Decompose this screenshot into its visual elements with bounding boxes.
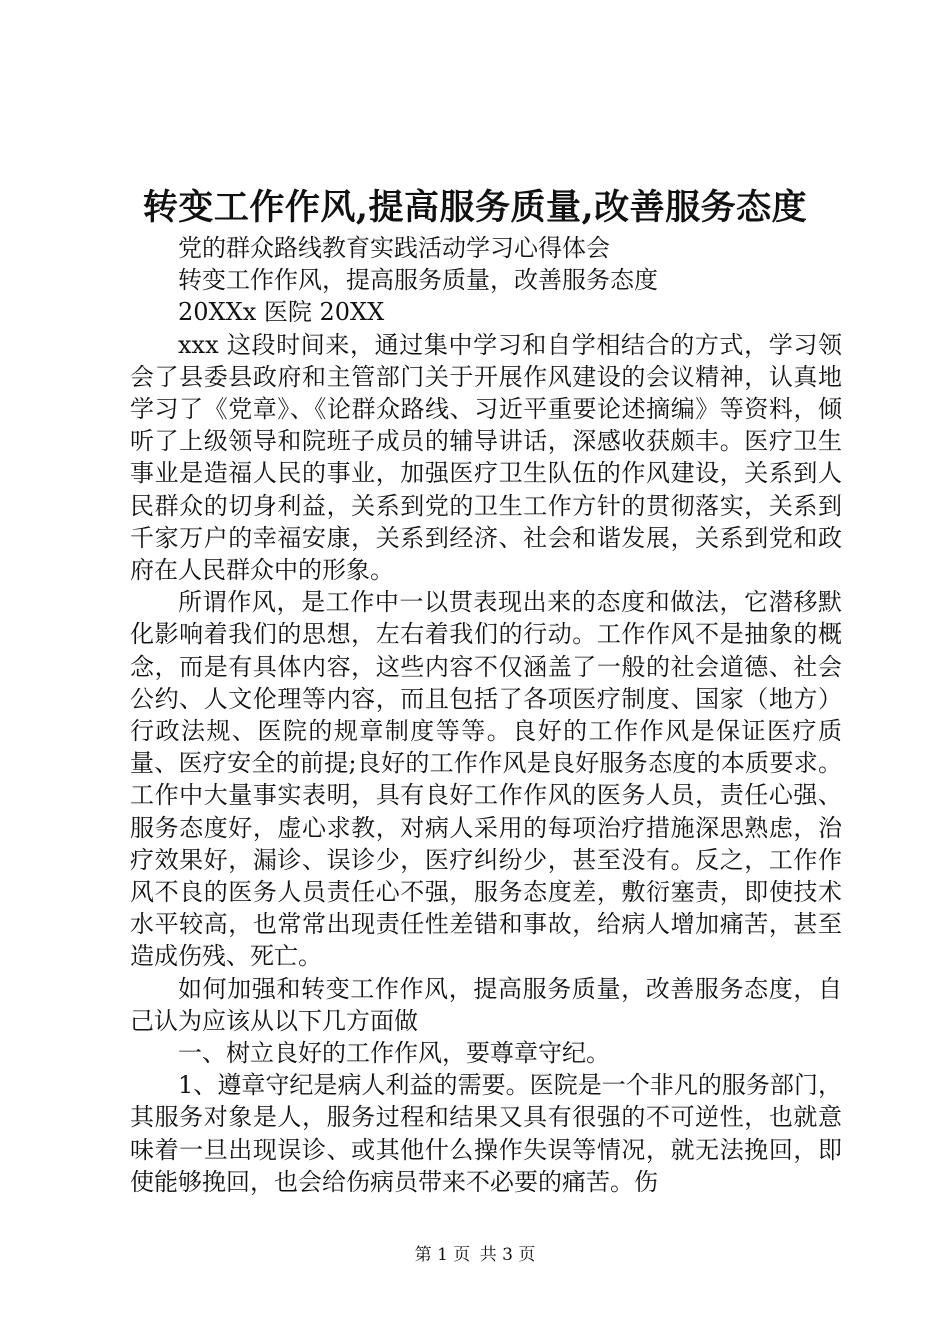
- paragraph: 所谓作风，是工作中一以贯表现出来的态度和做法，它潜移默化影响着我们的思想，左右着我们的行动。工作作风不是抽象的概念，而是有具体内容，这些内容不仅涵盖了一般的社会道德、社会公约、人文伦理等内容，而且包括了各项医疗制度、国家（地方）行政法规、医院的规章制度等等。良好的工作作风是保证医疗质量、医疗安全的前提;良好的工作作风是良好服务态度的本质要求。工作中大量事实表明，具有良好工作作风的医务人员，责任心强、服务态度好，虚心求教，对病人采用的每项治疗措施深思熟虑，治疗效果好，漏诊、误诊少，医疗纠纷少，甚至没有。反之，工作作风不良的医务人员责任心不强，服务态度差，敷衍塞责，即使技术水平较高，也常常出现责任性差错和事故，给病人增加痛苦，甚至造成伤残、死亡。: [130, 588, 842, 971]
- paragraph: 一、树立良好的工作作风，要尊章守纪。: [178, 1039, 610, 1068]
- subtitle-line: 转变工作作风，提高服务质量，改善服务态度: [178, 266, 658, 295]
- paragraph: 如何加强和转变工作作风，提高服务质量，改善服务态度，自己认为应该从以下几方面做: [130, 974, 842, 1035]
- page-footer: [0, 1244, 950, 1266]
- paragraph: xxx 这段时间来，通过集中学习和自学相结合的方式，学习领会了县委县政府和主管部门关于开展作风建设的会议精神，认真地学习了《党章》、《论群众路线、习近平重要论述摘编》等资料，倾听了上级领导和院班子成员的辅导讲话，深感收获颇丰。医疗卫生事业是造福人民的事业，加强医疗卫生队伍的作风建设，关系到人民群众的切身利益，关系到党的卫生工作方针的贯彻落实，关系到千家万户的幸福安康，关系到经济、社会和谐发展，关系到党和政府在人民群众中的形象。: [130, 330, 842, 585]
- page-number: 第 1 页: [414, 1245, 471, 1265]
- document-body: [130, 232, 842, 1198]
- subtitle-line: 20XXx 医院 20XX: [178, 298, 385, 327]
- page-total: 共 3 页: [479, 1245, 536, 1265]
- document-title: 转变工作作风,提高服务质量,改善服务态度: [142, 187, 808, 228]
- subtitle-line: 党的群众路线教育实践活动学习心得体会: [178, 234, 610, 262]
- paragraph: 1、遵章守纪是病人利益的需要。医院是一个非凡的服务部门，其服务对象是人，服务过程和结果又具有很强的不可逆性，也就意味着一旦出现误诊、或其他什么操作失误等情况，就无法挽回，即使能够挽回，也会给伤病员带来不必要的痛苦。伤: [130, 1071, 842, 1196]
